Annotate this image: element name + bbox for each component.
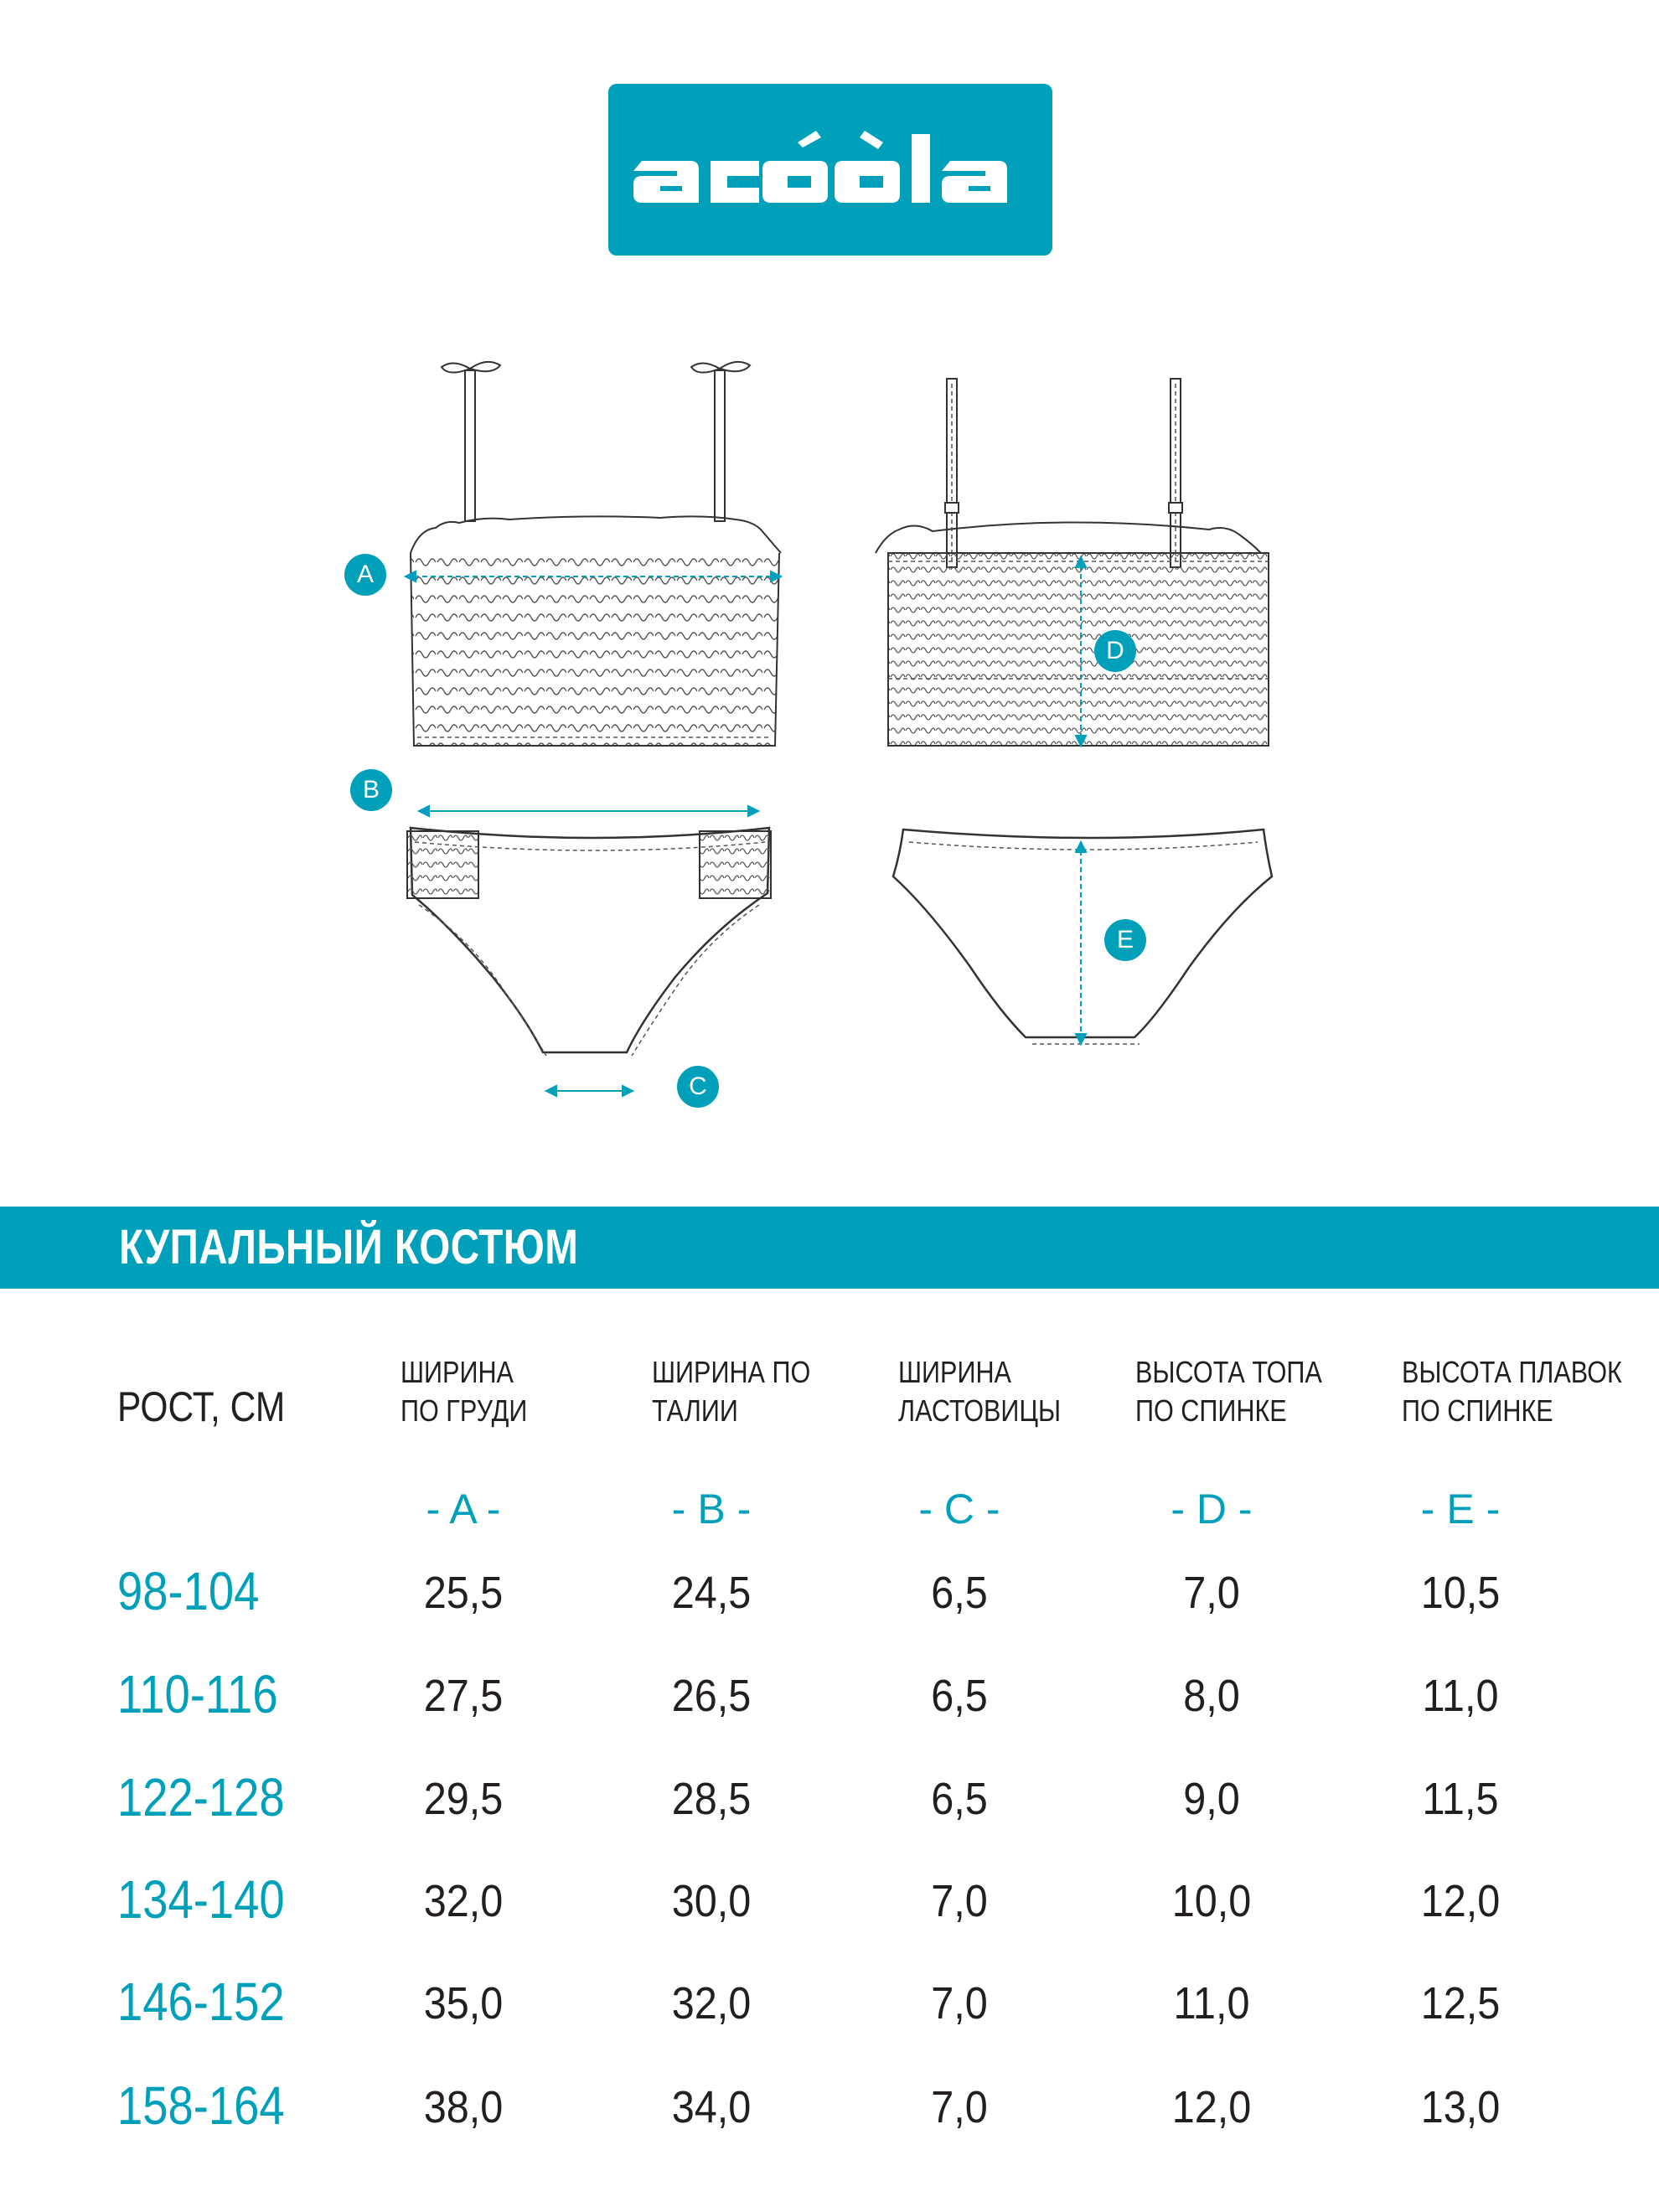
value-e: 10,5 <box>1420 1568 1501 1618</box>
row-size: 122-128 <box>117 1767 285 1827</box>
top-front-drawing <box>411 362 781 746</box>
value-c: 7,0 <box>931 1978 988 2029</box>
value-e: 12,5 <box>1420 1978 1501 2029</box>
value-b: 34,0 <box>671 2082 752 2132</box>
column-header-d <box>1135 1353 1322 1430</box>
value-a: 32,0 <box>423 1876 504 1926</box>
value-e: 13,0 <box>1420 2082 1501 2132</box>
swimsuit-technical-drawing <box>0 335 1659 1123</box>
column-header-line: ТАЛИИ <box>652 1393 738 1428</box>
value-c: 6,5 <box>931 1568 988 1618</box>
column-header-a <box>401 1353 527 1430</box>
row-size: 134-140 <box>117 1869 285 1930</box>
marker-d: D <box>1094 630 1136 672</box>
column-letter-c: - C - <box>918 1486 1000 1532</box>
value-b: 30,0 <box>671 1876 752 1926</box>
column-header-line: ВЫСОТА ПЛАВОК <box>1402 1355 1622 1389</box>
brand-logo-wordmark <box>608 84 1052 256</box>
row-size: 146-152 <box>117 1972 285 2032</box>
value-d: 11,0 <box>1173 1978 1250 2029</box>
value-d: 10,0 <box>1171 1876 1252 1926</box>
value-a: 38,0 <box>423 2082 504 2132</box>
column-header-line: ПО СПИНКЕ <box>1402 1393 1553 1428</box>
column-header-c <box>898 1353 1061 1430</box>
briefs-back-drawing <box>893 830 1272 1044</box>
top-back-drawing <box>876 379 1269 746</box>
marker-c: C <box>677 1066 719 1108</box>
value-e: 11,0 <box>1422 1671 1499 1721</box>
value-c: 6,5 <box>931 1774 988 1824</box>
column-letter-d: - D - <box>1171 1486 1253 1532</box>
value-a: 27,5 <box>423 1671 504 1721</box>
briefs-front-drawing <box>407 828 771 1056</box>
value-a: 35,0 <box>423 1978 504 2029</box>
column-letter-e: - E - <box>1420 1486 1501 1532</box>
value-c: 7,0 <box>931 1876 988 1926</box>
value-a: 29,5 <box>423 1774 504 1824</box>
row-size: 110-116 <box>117 1664 278 1724</box>
value-b: 24,5 <box>671 1568 752 1618</box>
column-header-e <box>1402 1353 1622 1430</box>
value-c: 6,5 <box>931 1671 988 1721</box>
value-e: 12,0 <box>1420 1876 1501 1926</box>
column-header-line: ШИРИНА ПО <box>652 1355 811 1389</box>
height-column-label: РОСТ, СМ <box>117 1383 286 1430</box>
value-d: 7,0 <box>1183 1568 1240 1618</box>
column-header-line: ПО ГРУДИ <box>401 1393 528 1428</box>
value-e: 11,5 <box>1422 1774 1499 1824</box>
column-header-line: ШИРИНА <box>401 1355 514 1389</box>
value-d: 8,0 <box>1183 1671 1240 1721</box>
column-letter-a: - A - <box>426 1486 501 1532</box>
row-size: 158-164 <box>117 2075 285 2136</box>
marker-a: A <box>344 554 386 596</box>
column-header-b <box>652 1353 810 1430</box>
value-b: 32,0 <box>671 1978 752 2029</box>
page-title: КУПАЛЬНЫЙ КОСТЮМ <box>119 1220 579 1274</box>
value-d: 9,0 <box>1183 1774 1240 1824</box>
value-c: 7,0 <box>931 2082 988 2132</box>
column-header-line: ВЫСОТА ТОПА <box>1135 1355 1322 1389</box>
value-a: 25,5 <box>423 1568 504 1618</box>
column-header-line: ШИРИНА <box>898 1355 1011 1389</box>
marker-b: B <box>350 769 392 811</box>
marker-e: E <box>1104 919 1146 961</box>
row-size: 98-104 <box>117 1561 260 1621</box>
brand-logo <box>608 84 1052 256</box>
value-b: 26,5 <box>671 1671 752 1721</box>
title-band <box>0 1207 1659 1289</box>
column-header-line: ПО СПИНКЕ <box>1135 1393 1287 1428</box>
value-d: 12,0 <box>1171 2082 1252 2132</box>
column-header-line: ЛАСТОВИЦЫ <box>898 1393 1062 1428</box>
column-letter-b: - B - <box>671 1486 752 1532</box>
value-b: 28,5 <box>671 1774 752 1824</box>
